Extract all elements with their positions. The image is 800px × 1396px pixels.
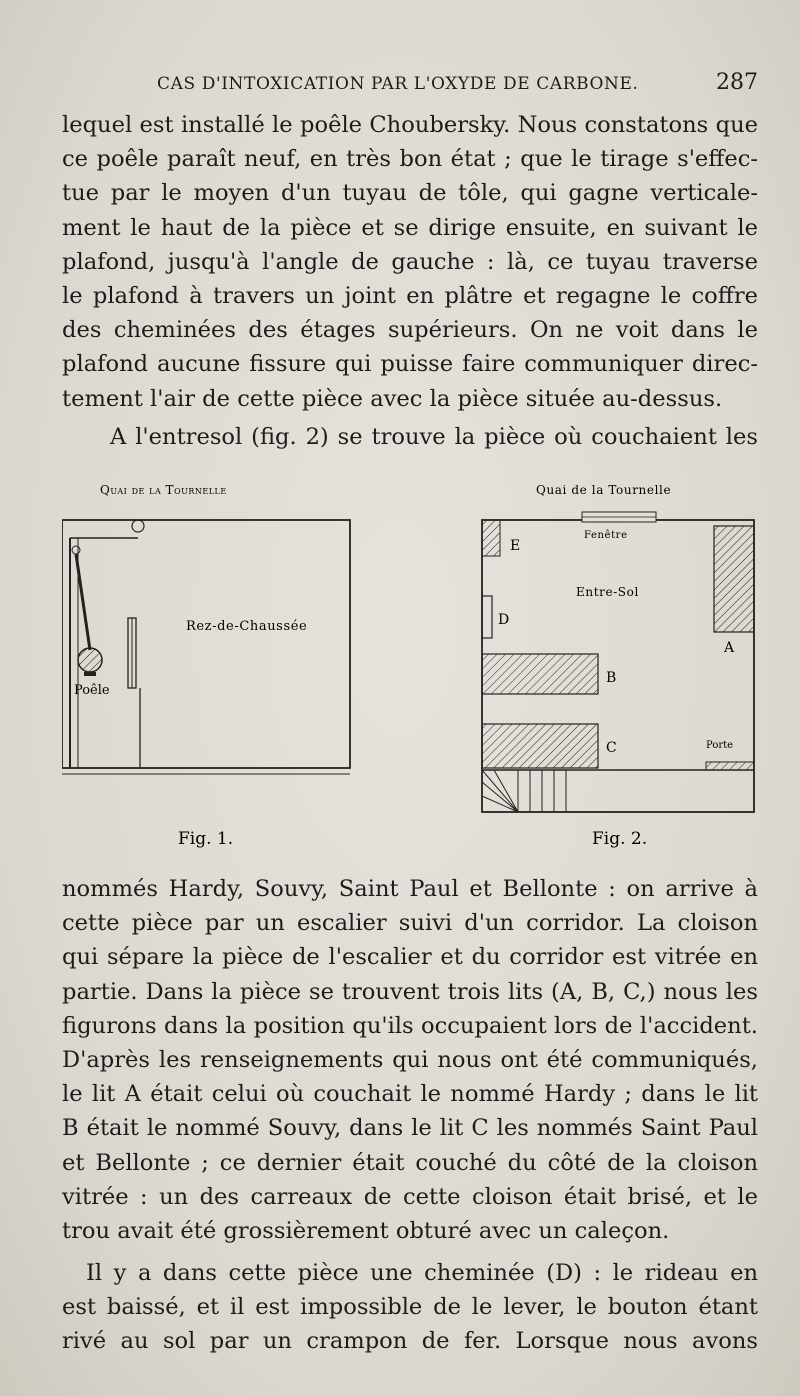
- floor-plans: [62, 478, 762, 858]
- text-line: plafond, jusqu'à l'angle de gauche : là, ce tuyau traverse: [62, 248, 758, 275]
- bed-b: [482, 654, 598, 694]
- running-title: CAS D'INTOXICATION PAR L'OXYDE DE CARBONE.: [157, 74, 639, 94]
- letter-a: A: [724, 640, 735, 656]
- figure-1-stove-label: Poêle: [74, 683, 110, 698]
- stair-line: [482, 782, 518, 812]
- paragraph-2-cont: [62, 872, 758, 1248]
- text-line: nommés Hardy, Souvy, Saint Paul et Bellonte : on arrive à: [62, 876, 758, 902]
- text-line: tement l'air de cette pièce avec la pièce située au-dessus.: [62, 385, 723, 412]
- figure-2-floor-label: Entre-Sol: [576, 585, 639, 599]
- pipe-elbow: [72, 546, 80, 554]
- text-line: plafond aucune fissure qui puisse faire communiquer direc-: [62, 351, 758, 378]
- text-line: ment le haut de la pièce et se dirige ensuite, en suivant le: [62, 214, 758, 241]
- figures: [62, 478, 762, 858]
- figure-2-door-label: Porte: [706, 740, 734, 751]
- stair-line: [482, 770, 518, 812]
- page-header: [62, 68, 758, 102]
- figure-1-plan: [62, 520, 350, 774]
- figure-2-title: Quai de la Tournelle: [536, 483, 672, 497]
- text-line: partie. Dans la pièce se trouvent trois lits (A, B, C,) nous les: [62, 978, 758, 1005]
- paragraph-2-start: [62, 420, 758, 454]
- door: [706, 762, 754, 770]
- pipe-joint: [132, 520, 144, 532]
- text-line: le plafond à travers un joint en plâtre et regagne le coffre: [62, 283, 758, 310]
- figure-1-caption: Fig. 1.: [178, 829, 234, 849]
- figure-2-plan: [482, 512, 754, 812]
- text-line: Il y a dans cette pièce une cheminée (D) : le rideau en: [86, 1260, 758, 1286]
- letter-e: E: [510, 538, 521, 554]
- text-line: ce poêle paraît neuf, en très bon état ; que le tirage s'effec-: [62, 146, 758, 173]
- stair-line: [494, 770, 518, 812]
- paragraph-3: [62, 1256, 758, 1359]
- letter-b: B: [606, 670, 617, 686]
- page-number: 287: [716, 70, 758, 95]
- text-line: le lit A était celui où couchait le nommé Hardy ; dans le lit: [62, 1081, 758, 1108]
- stove-base: [84, 672, 96, 676]
- text-line: B était le nommé Souvy, dans le lit C les nommés Saint Paul: [62, 1115, 758, 1142]
- stove-icon: [78, 648, 102, 672]
- text-line: rivé au sol par un crampon de fer. Lorsque nous avons: [62, 1328, 758, 1355]
- bed-a: [714, 526, 754, 632]
- text-line: lequel est installé le poêle Choubersky. Nous constatons que: [62, 112, 758, 138]
- text-line: vitrée : un des carreaux de cette cloison était brisé, et le: [62, 1183, 758, 1210]
- text-line: figurons dans la position qu'ils occupaient lors de l'accident.: [62, 1012, 758, 1039]
- paragraph-1: [62, 108, 758, 416]
- text-line: des cheminées des étages supérieurs. On ne voit dans le: [62, 317, 758, 344]
- figure-1-room-label: Rez-de-Chaussée: [186, 619, 308, 634]
- figure-2-window-label: Fenêtre: [584, 530, 628, 541]
- text-line: et Bellonte ; ce dernier était couché du côté de la cloison: [62, 1149, 758, 1176]
- stair-line: [482, 796, 518, 812]
- figure-2-caption: Fig. 2.: [592, 829, 648, 849]
- bed-c: [482, 724, 598, 768]
- text-line: A l'entresol (fig. 2) se trouve la pièce où couchaient les: [110, 424, 758, 450]
- fireplace-d: [482, 596, 492, 638]
- chimney-e: [482, 520, 500, 556]
- text-line: trou avait été grossièrement obturé avec un caleçon.: [62, 1218, 670, 1245]
- letter-d: D: [498, 612, 510, 628]
- figure-1-title: Quai de la Tournelle: [100, 483, 227, 497]
- text-line: est baissé, et il est impossible de le lever, le bouton étant: [62, 1294, 758, 1321]
- text-line: D'après les renseignements qui nous ont été communiqués,: [62, 1047, 758, 1074]
- letter-c: C: [606, 740, 617, 756]
- text-line: cette pièce par un escalier suivi d'un corridor. La cloison: [62, 910, 758, 937]
- room-outline: [62, 520, 350, 768]
- text-line: qui sépare la pièce de l'escalier et du corridor est vitrée en: [62, 944, 758, 971]
- text-line: tue par le moyen d'un tuyau de tôle, qui gagne verticale-: [62, 180, 758, 207]
